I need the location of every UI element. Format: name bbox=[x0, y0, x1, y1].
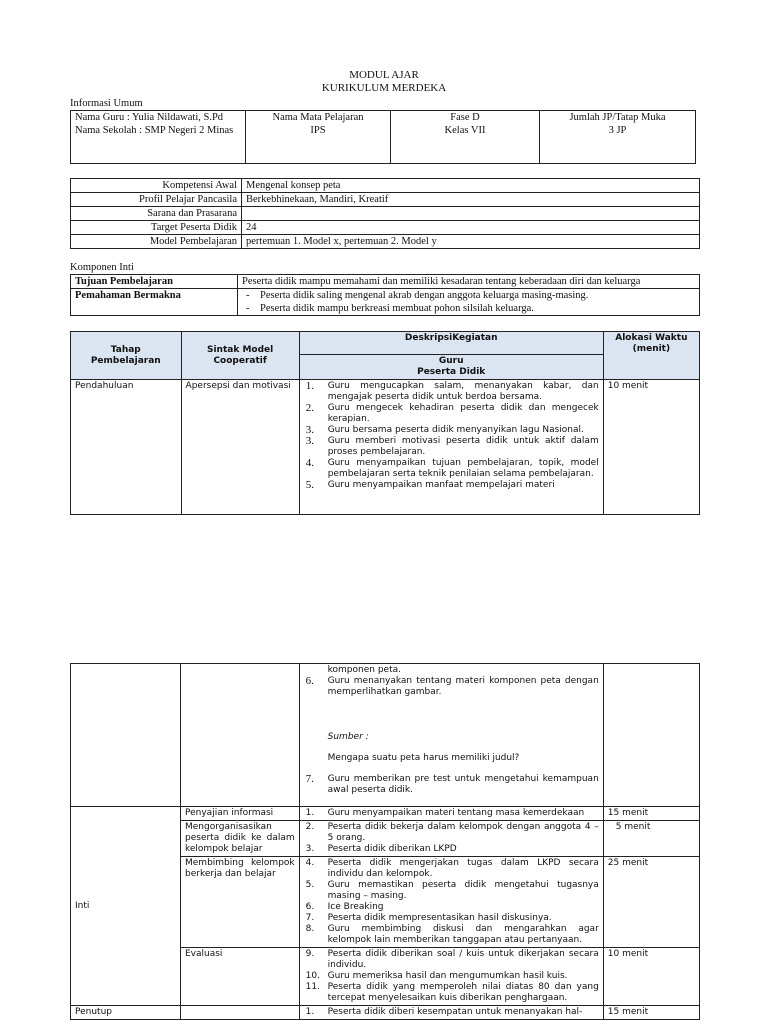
kompetensi-value: pertemuan 1. Model x, pertemuan 2. Model y bbox=[242, 235, 700, 249]
kompetensi-label: Kompetensi Awal bbox=[71, 179, 242, 193]
tujuan-value: Peserta didik mampu memahami dan memiliki kesadaran tentang keberadaan diri dan keluarga bbox=[238, 275, 700, 289]
sintak-penyajian: Penyajian informasi bbox=[181, 807, 300, 821]
list-item: 10. Guru memeriksa hasil dan mengumumkan hasil kuis. bbox=[305, 971, 568, 981]
penyajian-list bbox=[304, 808, 599, 819]
penutup-list bbox=[304, 1007, 599, 1018]
mapel-value: IPS bbox=[310, 125, 326, 136]
pendahuluan-items bbox=[299, 380, 603, 515]
list-item: 6. Ice Breaking bbox=[305, 902, 384, 912]
komponen-inti-table bbox=[70, 274, 700, 316]
jp-cell bbox=[540, 111, 696, 164]
waktu-mengorganisasikan: 5 menit bbox=[603, 821, 699, 857]
header-guru: Guru bbox=[438, 356, 464, 366]
waktu-pendahuluan: 10 menit bbox=[603, 380, 699, 515]
list-item: 4. Peserta didik mengerjakan tugas dalam LKPD secara individu dan kelompok. bbox=[305, 858, 599, 879]
membimbing-list bbox=[304, 858, 599, 946]
title-line-1: MODUL AJAR bbox=[349, 69, 419, 81]
list-item: 1. Guru mengucapkan salam, menanyakan kabar, dan mengajak peserta didik untuk berdoa bersama. bbox=[305, 380, 599, 402]
question-text: Mengapa suatu peta harus memiliki judul? bbox=[327, 753, 520, 763]
activity-table-page-1 bbox=[70, 331, 700, 515]
waktu-evaluasi: 10 menit bbox=[603, 948, 699, 1006]
evaluasi-items bbox=[299, 948, 603, 1006]
kompetensi-label: Sarana dan Prasarana bbox=[71, 207, 242, 221]
pemahaman-label: Pemahaman Bermakna bbox=[71, 289, 238, 316]
list-item: 2. Peserta didik bekerja dalam kelompok dengan anggota 4 – 5 orang. bbox=[305, 822, 599, 843]
header-peserta: Peserta Didik bbox=[417, 367, 486, 377]
header-deskripsi: DeskripsiKegiatan bbox=[299, 332, 603, 355]
waktu-empty bbox=[603, 664, 699, 807]
list-item: 7. Peserta didik mempresentasikan hasil diskusinya. bbox=[305, 913, 552, 923]
tahap-penutup: Penutup bbox=[71, 1006, 181, 1020]
kompetensi-value: 24 bbox=[242, 221, 700, 235]
waktu-penyajian: 15 menit bbox=[603, 807, 699, 821]
kompetensi-label: Model Pembelajaran bbox=[71, 235, 242, 249]
header-sintak: Sintak Model Cooperatif bbox=[181, 332, 299, 380]
tahap-pendahuluan: Pendahuluan bbox=[71, 380, 182, 515]
tujuan-label: Tujuan Pembelajaran bbox=[71, 275, 238, 289]
tahap-inti: Inti bbox=[71, 807, 181, 1006]
pemahaman-cell bbox=[238, 289, 700, 316]
kompetensi-value: Mengenal konsep peta bbox=[242, 179, 700, 193]
table-row bbox=[71, 289, 700, 316]
kompetensi-value bbox=[242, 207, 700, 221]
penyajian-items bbox=[299, 807, 603, 821]
fase-label: Fase D bbox=[450, 112, 480, 123]
title-line-2: KURIKULUM MERDEKA bbox=[321, 82, 447, 94]
sintak-mengorganisasikan: Mengorganisasikan peserta didik ke dalam kelompok belajar bbox=[181, 821, 300, 857]
sumber-note: Sumber : bbox=[327, 732, 369, 742]
table-row bbox=[71, 275, 700, 289]
table-row bbox=[71, 221, 700, 235]
list-item: 3. Guru memberi motivasi peserta didik untuk aktif dalam proses pembelajaran. bbox=[305, 435, 599, 457]
list-item: 1. Peserta didik diberi kesempatan untuk menanyakan hal- bbox=[305, 1007, 583, 1017]
evaluasi-list bbox=[304, 949, 599, 1004]
pemahaman-list bbox=[242, 289, 695, 315]
list-item: 6. Guru menanyakan tentang materi komponen peta dengan memperlihatkan gambar. bbox=[305, 675, 599, 697]
kompetensi-value: Berkebhinekaan, Mandiri, Kreatif bbox=[242, 193, 700, 207]
header-alokasi: Alokasi Waktu (menit) bbox=[603, 332, 699, 380]
continued-list bbox=[304, 676, 599, 698]
pendahuluan-list bbox=[304, 381, 599, 491]
list-item: 2. Guru mengecek kehadiran peserta didik dan mengecek kerapian. bbox=[305, 402, 599, 424]
list-item: - Peserta didik mampu berkreasi membuat pohon silsilah keluarga. bbox=[242, 302, 695, 315]
table-row bbox=[71, 193, 700, 207]
waktu-penutup: 15 menit bbox=[603, 1006, 699, 1020]
tahap-empty bbox=[71, 664, 181, 807]
table-row bbox=[71, 207, 700, 221]
list-item: 1. Guru menyampaikan materi tentang masa kemerdekaan bbox=[305, 808, 585, 818]
mapel-cell bbox=[246, 111, 391, 164]
mengorganisasikan-items bbox=[299, 821, 603, 857]
membimbing-items bbox=[299, 857, 603, 948]
informasi-umum-label: Informasi Umum bbox=[70, 98, 143, 109]
kompetensi-label: Target Peserta Didik bbox=[71, 221, 242, 235]
fase-cell bbox=[391, 111, 540, 164]
sintak-evaluasi: Evaluasi bbox=[181, 948, 300, 1006]
list-item: 11. Peserta didik yang memperoleh nilai diatas 80 dan yang tercepat menyelesaikan kuis diberikan penghargaan. bbox=[305, 982, 599, 1003]
kelas-label: Kelas VII bbox=[444, 125, 486, 136]
continued-text: komponen peta. bbox=[327, 665, 401, 675]
nama-guru: Nama Guru : Yulia Nildawati, S.Pd bbox=[75, 112, 224, 123]
table-row bbox=[71, 235, 700, 249]
activity-table-page-2 bbox=[70, 663, 700, 1020]
list-item: 4. Guru menyampaikan tujuan pembelajaran, topik, model pembelajaran serta teknik penilaian selama pembelajaran. bbox=[305, 457, 599, 479]
list-item: 7. Guru memberikan pre test untuk mengetahui kemampuan awal peserta didik. bbox=[305, 773, 599, 795]
nama-sekolah: Nama Sekolah : SMP Negeri 2 Minas bbox=[75, 125, 234, 136]
mengorganisasikan-list bbox=[304, 822, 599, 855]
continued-items bbox=[299, 664, 603, 807]
list-item: 5. Guru menyampaikan manfaat mempelajari materi bbox=[305, 479, 555, 491]
list-item: - Peserta didik saling mengenal akrab dengan anggota keluarga masing-masing. bbox=[242, 289, 695, 302]
list-item: 9. Peserta didik diberikan soal / kuis untuk dikerjakan secara individu. bbox=[305, 949, 599, 970]
header-tahap: Tahap Pembelajaran bbox=[71, 332, 182, 380]
komponen-inti-label: Komponen Inti bbox=[70, 262, 134, 273]
table-row bbox=[71, 179, 700, 193]
table-row bbox=[71, 380, 700, 515]
sintak-penutup-empty bbox=[181, 1006, 300, 1020]
table-row bbox=[71, 1006, 700, 1020]
jp-label: Jumlah JP/Tatap Muka bbox=[569, 112, 666, 123]
continued-list-2 bbox=[304, 774, 599, 796]
waktu-membimbing: 25 menit bbox=[603, 857, 699, 948]
header-guru-peserta bbox=[299, 355, 603, 380]
list-item: 5. Guru memastikan peserta didik mengetahui tugasnya masing – masing. bbox=[305, 880, 599, 901]
penutup-items bbox=[299, 1006, 603, 1020]
table-row bbox=[71, 807, 700, 821]
list-item: 8. Guru membimbing diskusi dan mengarahkan agar kelompok lain memberikan tanggapan atau pertanyaan. bbox=[305, 924, 599, 945]
informasi-umum-table bbox=[70, 110, 696, 164]
list-item: 3. Guru bersama peserta didik menyanyikan lagu Nasional. bbox=[305, 424, 584, 436]
kompetensi-table bbox=[70, 178, 700, 249]
kompetensi-label: Profil Pelajar Pancasila bbox=[71, 193, 242, 207]
guru-sekolah-cell bbox=[71, 111, 246, 164]
list-item: 3. Peserta didik diberikan LKPD bbox=[305, 844, 457, 854]
document-title bbox=[0, 69, 768, 95]
sintak-empty bbox=[181, 664, 300, 807]
mapel-label: Nama Mata Pelajaran bbox=[272, 112, 364, 123]
sintak-apersepsi: Apersepsi dan motivasi bbox=[181, 380, 299, 515]
jp-value: 3 JP bbox=[608, 125, 627, 136]
table-row bbox=[71, 664, 700, 807]
sintak-membimbing: Membimbing kelompok berkerja dan belajar bbox=[181, 857, 300, 948]
